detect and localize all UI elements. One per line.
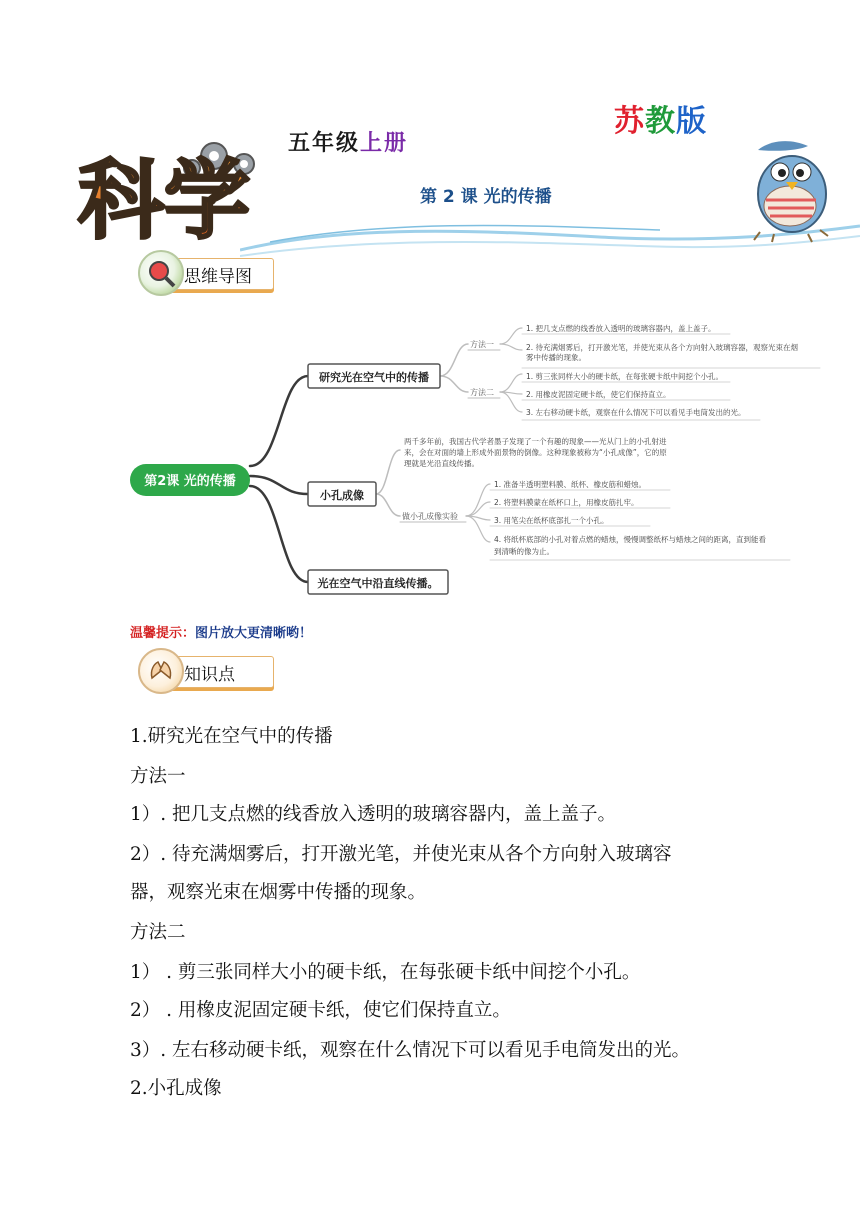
mindmap-section-tag bbox=[130, 254, 274, 294]
zoom-tip: 温馨提示：图片放大更清晰哟！ bbox=[130, 626, 313, 641]
branch-label-3: 光在空气中沿直线传播。 bbox=[317, 577, 439, 590]
pinhole-intro-1: 两千多年前，我国古代学者墨子发现了一个有趣的现象——光从门上的小孔射进 bbox=[404, 437, 667, 446]
grade-label: 五年级上册 bbox=[288, 131, 409, 156]
method1-label: 方法一 bbox=[470, 340, 494, 349]
bird-mascot-icon bbox=[730, 130, 848, 244]
method2-step-1: 1. 剪三张同样大小的硬卡纸，在每张硬卡纸中间挖个小孔。 bbox=[526, 372, 724, 381]
pinhole-intro-3: 理就是光沿直线传播。 bbox=[404, 459, 479, 468]
experiment-step-2: 2. 将塑料膜蒙在纸杯口上，用橡皮筋扎牢。 bbox=[494, 498, 639, 507]
method2-step-3-text: 3）. 左右移动硬卡纸，观察在什么情况下可以看见手电筒发出的光。 bbox=[130, 1040, 691, 1061]
branch-label-1: 研究光在空气中的传播 bbox=[319, 371, 429, 384]
experiment-step-1: 1. 准备半透明塑料膜、纸杯、橡皮筋和蜡烛。 bbox=[494, 480, 647, 489]
pinhole-intro-2: 来，会在对面的墙上形成外面景物的倒像。这种现象被称为“小孔成像”，它的原 bbox=[404, 448, 667, 457]
lesson-title: 第 2 课 光的传播 bbox=[420, 187, 552, 207]
method1-step-2b: 雾中传播的现象。 bbox=[526, 353, 586, 362]
method2-step-1-text: 1） . 剪三张同样大小的硬卡纸，在每张硬卡纸中间挖个小孔。 bbox=[130, 962, 641, 983]
method2-step-3: 3. 左右移动硬卡纸，观察在什么情况下可以看见手电筒发出的光。 bbox=[526, 408, 746, 417]
experiment-step-3: 3. 用笔尖在纸杯底部扎一个小孔。 bbox=[494, 516, 609, 525]
experiment-step-4b: 到清晰的像为止。 bbox=[494, 547, 554, 556]
method1-step-2-text: 2）. 待充满烟雾后，打开激光笔，并使光束从各个方向射入玻璃容 bbox=[130, 844, 672, 865]
branch-label-2: 小孔成像 bbox=[320, 489, 364, 502]
method1-step-2-cont: 器，观察光束在烟雾中传播的现象。 bbox=[130, 882, 427, 903]
heading-pinhole: 2.小孔成像 bbox=[130, 1078, 222, 1099]
method1-heading: 方法一 bbox=[130, 766, 186, 787]
knowledge-section-tag bbox=[130, 652, 274, 692]
method2-heading: 方法二 bbox=[130, 922, 186, 943]
mindmap-tag-label: 思维导图 bbox=[184, 267, 252, 287]
method1-step-2: 2. 待充满烟雾后，打开激光笔，并使光束从各个方向射入玻璃容器，观察光束在烟 bbox=[526, 343, 799, 352]
svg-text:科学: 科学 bbox=[78, 151, 250, 244]
clapping-hands-icon bbox=[138, 648, 184, 694]
heading-light-in-air: 1.研究光在空气中的传播 bbox=[130, 726, 333, 747]
knowledge-tag-label: 知识点 bbox=[184, 665, 235, 685]
magnifier-icon bbox=[138, 250, 184, 296]
method2-step-2: 2. 用橡皮泥固定硬卡纸，使它们保持直立。 bbox=[526, 390, 671, 399]
experiment-label: 做小孔成像实验 bbox=[402, 512, 458, 521]
method1-step-1-text: 1）. 把几支点燃的线香放入透明的玻璃容器内，盖上盖子。 bbox=[130, 804, 617, 825]
method2-label: 方法二 bbox=[470, 388, 494, 397]
experiment-step-4: 4. 将纸杯底部的小孔对着点燃的蜡烛，慢慢调整纸杯与蜡烛之间的距离，直到能看 bbox=[494, 535, 767, 544]
mindmap-root-label: 第2课 光的传播 bbox=[144, 474, 236, 489]
publisher-label: 苏教版 bbox=[614, 104, 707, 139]
method2-step-2-text: 2） . 用橡皮泥固定硬卡纸，使它们保持直立。 bbox=[130, 1000, 511, 1021]
mind-map bbox=[130, 316, 830, 604]
method1-step-1: 1. 把几支点燃的线香放入透明的玻璃容器内，盖上盖子。 bbox=[526, 324, 716, 333]
